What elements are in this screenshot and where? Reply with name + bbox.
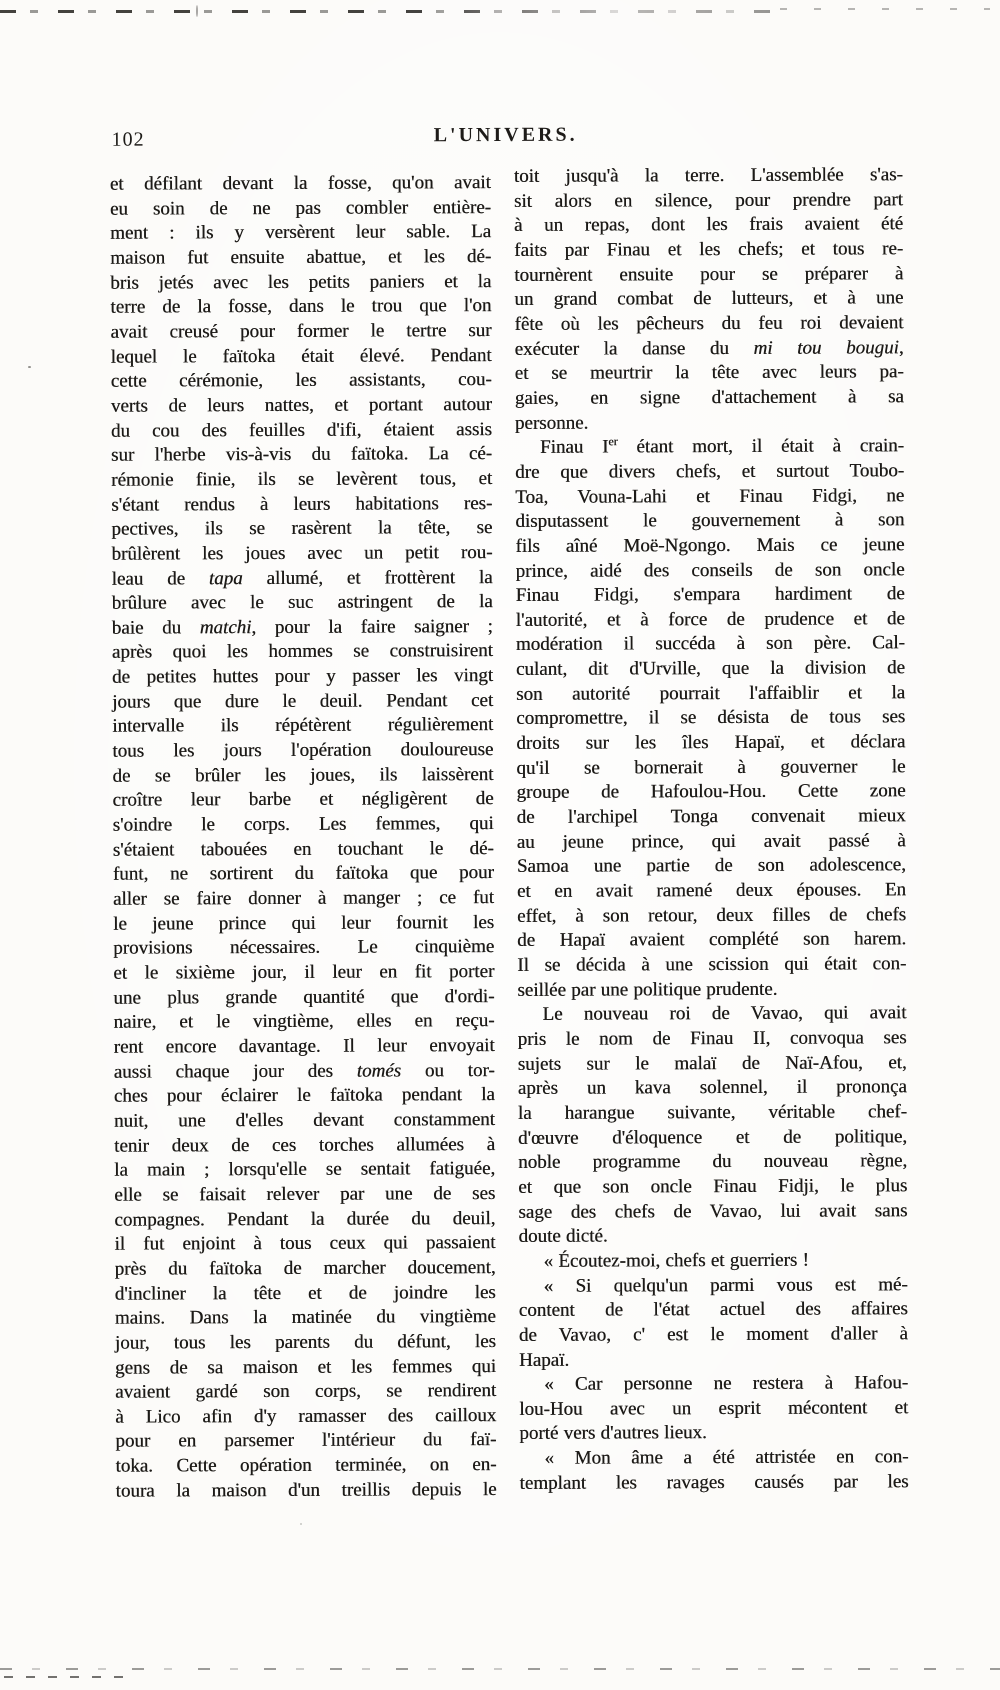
- text-line: fête où les pêcheurs du feu roi devaient: [514, 312, 904, 335]
- text-line: s'étant rendus à leurs habitations res-: [111, 492, 493, 516]
- text-line: ment : ils y versèrent leur sable. La: [110, 221, 492, 245]
- text-line: seillée par une politique prudente.: [517, 978, 778, 1001]
- text-line: une plus grande quantité que d'ordi-: [113, 985, 495, 1009]
- page-header: [110, 122, 902, 157]
- text-line: s'oindre le corps. Les femmes, qui: [112, 813, 494, 836]
- text-line: près du faïtoka de marcher doucement,: [114, 1256, 496, 1280]
- text-line: templant les ravages causés par les: [519, 1471, 909, 1494]
- text-line: groupe de Hafoulou-Hou. Cette zone: [516, 780, 906, 804]
- text-line: et défilant devant la fosse, qu'on avait: [109, 172, 491, 195]
- text-line: d'incliner la tête et de joindre les: [114, 1281, 496, 1305]
- text-line: avaient gardé son corps, se rendirent: [115, 1380, 497, 1403]
- text-line: bris jetés avec les petits paniers et la: [110, 270, 492, 294]
- text-line: personne.: [514, 412, 589, 434]
- text-line: brûlèrent les joues avec un petit rou-: [111, 541, 493, 565]
- text-line: Finau Ier étant mort, il était à crain-: [539, 435, 905, 459]
- text-line: sit alors en silence, pour prendre part: [513, 188, 903, 212]
- text-line: et que son oncle Finau Fidji, le plus: [518, 1175, 908, 1198]
- text-line: eu soin de ne pas combler entière-: [109, 196, 492, 220]
- text-line: à Lico afin d'y ramasser des cailloux: [115, 1404, 497, 1428]
- text-line: content de l'état actuel des affaires: [518, 1298, 908, 1322]
- text-line: « Si quelqu'un parmi vous est mé-: [543, 1273, 908, 1297]
- text-line: de petites huttes pour y passer les vingt: [111, 665, 494, 688]
- text-line: du cou des feuilles d'ifi, étaient assis: [110, 418, 492, 442]
- text-line: provisions nécessaires. Le cinquième: [113, 936, 495, 960]
- text-line: de l'archipel Tonga convenait mieux: [516, 805, 906, 828]
- text-line: au jeune prince, qui avait passé à: [516, 829, 906, 853]
- text-line: son autorité pourrait l'affaiblir et la: [516, 682, 906, 705]
- text-line: après quoi les hommes se construisirent: [111, 640, 493, 664]
- page-number: 102: [111, 128, 145, 151]
- text-line: nuit, une d'elles devant constamment: [113, 1108, 495, 1132]
- text-line: compromettre, il se désista de tous ses: [516, 706, 906, 730]
- text-line: lequel le faïtoka était élevé. Pendant: [110, 344, 492, 368]
- text-line: tous les jours l'opération douloureuse: [112, 739, 494, 762]
- text-line: naire, et le vingtième, elles en reçu-: [113, 1010, 495, 1034]
- text-line: toit jusqu'à la terre. L'assemblée s'as-: [513, 164, 903, 187]
- text-line: Samoa une partie de son adolescence,: [516, 854, 906, 878]
- text-line: et en avait ramené deux épouses. En: [516, 879, 906, 902]
- text-line: tournèrent ensuite pour se préparer à: [514, 262, 904, 286]
- text-column-left: [110, 171, 497, 1504]
- text-line: d'œuvre d'éloquence et de politique,: [517, 1125, 908, 1149]
- text-line: doute dicté.: [518, 1225, 608, 1248]
- text-line: faits par Finau et les chefs; et tous re-: [514, 238, 904, 261]
- text-line: ches pour éclairer le faïtoka pendant la: [113, 1084, 495, 1107]
- text-line: s'étaient tabouées en touchant le dé-: [112, 837, 494, 861]
- text-line: la harangue suivante, véritable chef-: [517, 1101, 907, 1124]
- text-line: pectives, ils se rasèrent la tête, se: [111, 517, 493, 540]
- text-line: funt, ne sortirent du faïtoka que pour: [112, 862, 494, 886]
- text-line: Il se décida à une scission qui était con-: [517, 953, 907, 976]
- text-line: tenir deux de ces torches allumées à: [114, 1133, 496, 1157]
- text-line: exécuter la danse du mi tou bougui,: [514, 336, 904, 360]
- text-line: et se meurtrir la tête avec leurs pa-: [514, 361, 904, 385]
- text-line: la main ; lorsqu'elle se sentait fatiguée,: [114, 1158, 496, 1181]
- text-line: et le sixième jour, il leur en fit porter: [113, 961, 495, 984]
- text-line: intervalle ils répétèrent régulièrement: [112, 714, 494, 738]
- text-line: le jeune prince qui leur fournit les: [113, 911, 495, 935]
- text-line: toka. Cette opération terminée, on en-: [115, 1454, 497, 1477]
- text-line: gens de sa maison et les femmes qui: [114, 1355, 497, 1379]
- text-line: rémonie finie, ils se levèrent tous, et: [111, 467, 493, 491]
- text-line: Toa, Vouna-Lahi et Finau Fidgi, ne: [515, 484, 905, 508]
- text-line: elle se faisait relever par une de ses: [114, 1182, 496, 1206]
- text-line: cette cérémonie, les assistants, cou-: [110, 369, 492, 392]
- text-line: sur l'herbe vis-à-vis du faïtoka. La cé-: [110, 443, 493, 466]
- text-line: avait creusé pour former le tertre sur: [110, 319, 492, 343]
- text-line: de se brûler les joues, ils laissèrent: [112, 763, 494, 787]
- text-line: toura la maison d'un treillis depuis le: [115, 1478, 497, 1502]
- text-line: gaies, en signe d'attachement à sa: [514, 386, 904, 409]
- text-line: un grand combat de lutteurs, et à une: [514, 287, 904, 311]
- text-line: après un kava solennel, il prononça: [517, 1076, 907, 1100]
- text-line: compagnes. Pendant la durée du deuil,: [114, 1207, 496, 1231]
- text-line: disputassent le gouvernement à son: [515, 509, 905, 533]
- text-line: « Écoutez-moi, chefs et guerriers !: [543, 1249, 809, 1272]
- text-line: de Hapaï avaient complété son harem.: [517, 928, 907, 952]
- text-line: de Vavao, c' est le moment d'aller à: [518, 1323, 908, 1346]
- text-line: noble programme du nouveau règne,: [518, 1150, 908, 1174]
- text-line: fils aîné Moë-Ngongo. Mais ce jeune: [515, 534, 905, 557]
- text-line: jours que dure le deuil. Pendant cet: [112, 689, 494, 713]
- text-line: qu'il se bornerait à gouverner le: [516, 755, 906, 779]
- text-line: pris le nom de Finau II, convoqua ses: [517, 1027, 907, 1050]
- text-line: aller se faire donner à manger ; ce fut: [112, 887, 495, 910]
- text-line: mains. Dans la matinée du vingtième: [114, 1306, 496, 1329]
- text-line: « Car personne ne restera à Hafou-: [544, 1372, 909, 1395]
- text-line: droits sur les îles Hapaï, et déclara: [516, 731, 906, 755]
- text-line: l'autorité, et à force de prudence et de: [515, 608, 905, 631]
- text-line: sage des chefs de Vavao, lui avait sans: [518, 1199, 908, 1223]
- text-column-right: [514, 163, 909, 1496]
- text-line: prince, aidé des conseils de son oncle: [515, 558, 905, 582]
- text-line: Finau Fidgi, s'empara hardiment de: [515, 583, 905, 607]
- text-line: jour, tous les parents du défunt, les: [114, 1330, 496, 1354]
- text-line: leau de tapa allumé, et frottèrent la: [111, 566, 493, 590]
- text-line: terre de la fosse, dans le trou que l'on: [110, 295, 492, 318]
- text-line: à un repas, dont les frais avaient été: [513, 213, 904, 237]
- text-line: verts de leurs nattes, et portant autour: [110, 393, 492, 417]
- running-title: L'UNIVERS.: [433, 123, 578, 147]
- text-line: il fut enjoint à tous ceux qui passaient: [114, 1232, 496, 1255]
- text-line: Le nouveau roi de Vavao, qui avait: [542, 1002, 907, 1026]
- text-line: « Mon âme a été attristée en con-: [544, 1446, 909, 1469]
- text-line: rent encore davantage. Il leur envoyait: [113, 1034, 495, 1058]
- text-line: brûlure avec le suc astringent de la: [111, 591, 493, 614]
- text-line: lou-Hou avec un esprit mécontent et: [519, 1397, 909, 1420]
- text-line: baie du matchi, pour la faire saigner ;: [111, 615, 493, 639]
- text-line: effet, à son retour, deux filles de chefs: [517, 903, 907, 927]
- text-line: maison fut ensuite abattue, et les dé-: [110, 246, 492, 269]
- text-line: aussi chaque jour des tomés ou tor-: [113, 1059, 495, 1083]
- text-line: Hapaï.: [518, 1349, 570, 1371]
- text-line: dre que divers chefs, et surtout Toubo-: [515, 460, 905, 483]
- text-line: sujets sur le malaï de Naï-Afou, et,: [517, 1051, 907, 1075]
- text-line: modération il succéda à son père. Cal-: [515, 632, 905, 656]
- text-line: croître leur barbe et négligèrent de: [112, 788, 494, 812]
- text-line: culant, dit d'Urville, que la division de: [515, 657, 906, 681]
- text-line: porté vers d'autres lieux.: [519, 1422, 707, 1445]
- text-line: pour en parsemer l'intérieur du faï-: [115, 1429, 497, 1453]
